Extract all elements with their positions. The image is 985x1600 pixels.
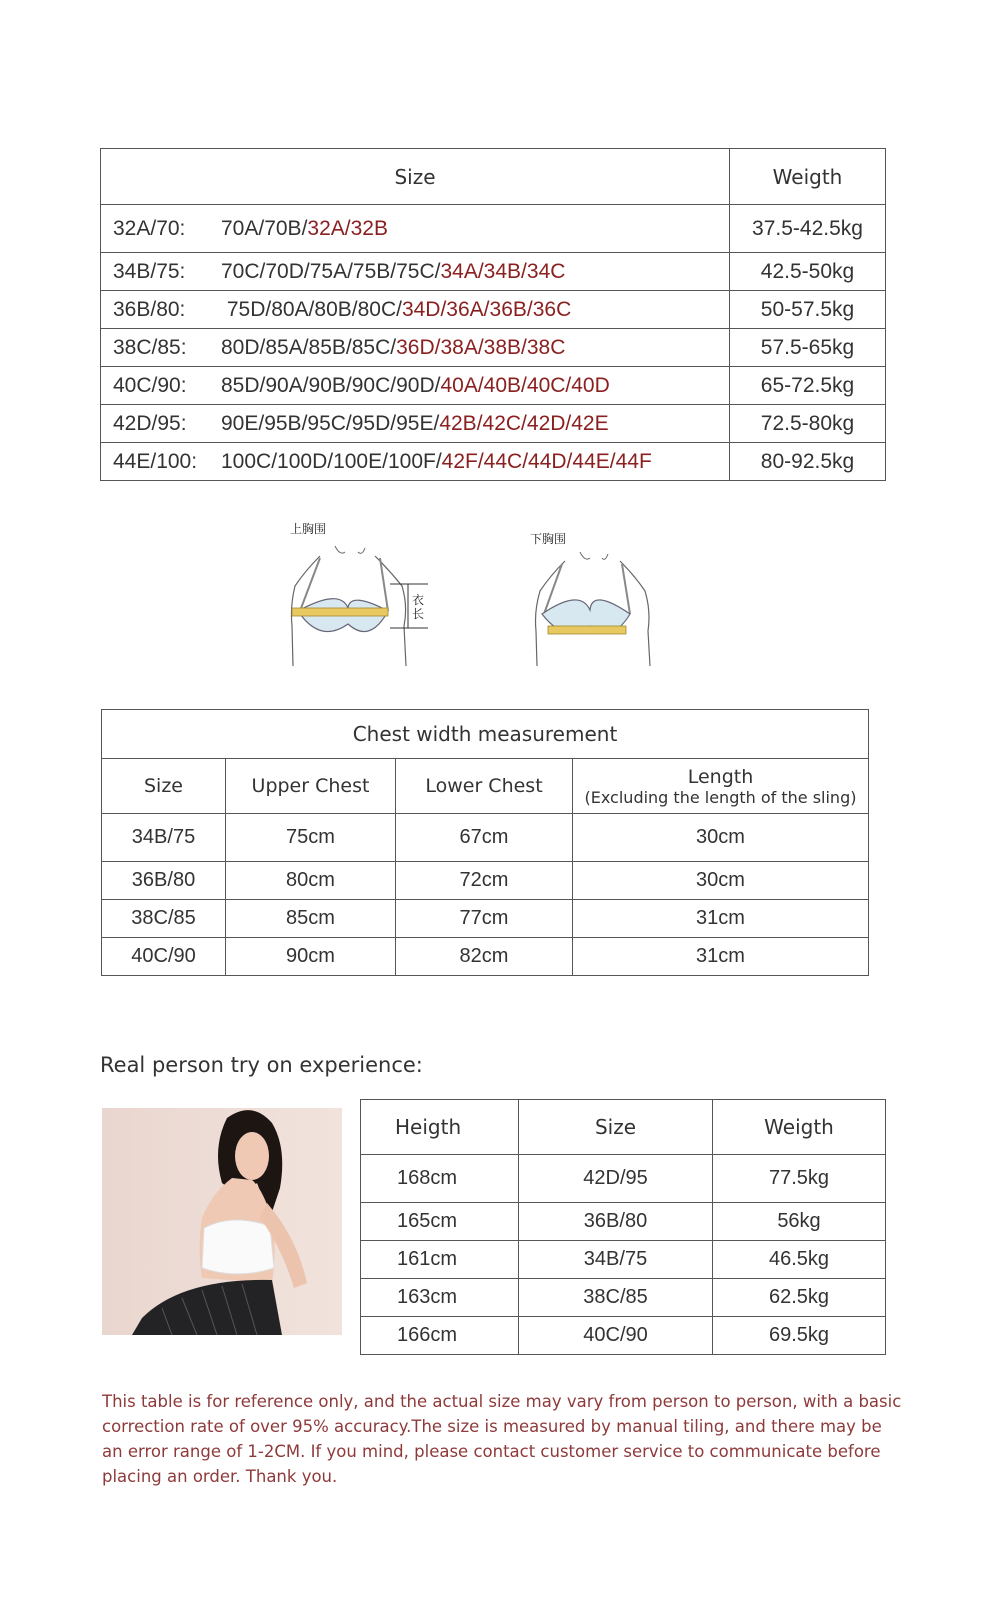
chest-size-cell: 38C/85 xyxy=(102,900,226,938)
chest-length-cell: 31cm xyxy=(573,938,869,976)
length-header-title: Length xyxy=(687,765,754,788)
tryon-title: Real person try on experience: xyxy=(100,1053,423,1077)
chest-table-caption: Chest width measurement xyxy=(102,710,869,759)
tryon-height-cell: 163cm xyxy=(361,1279,519,1317)
chest-upper-cell: 85cm xyxy=(226,900,396,938)
tryon-weight-cell: 56kg xyxy=(713,1203,886,1241)
chest-upper-cell: 75cm xyxy=(226,814,396,862)
size-header: Size xyxy=(101,149,730,205)
size-row xyxy=(101,329,886,367)
tryon-row xyxy=(361,1279,886,1317)
chest-length-cell: 30cm xyxy=(573,862,869,900)
size-equivalents-highlight: 36D/38A/38B/38C xyxy=(396,335,566,359)
lower-chest-figure xyxy=(520,526,670,676)
tryon-size-cell: 38C/85 xyxy=(519,1279,713,1317)
size-equivalents: 75D/80A/80B/80C/ xyxy=(221,297,402,321)
tryon-size-cell: 42D/95 xyxy=(519,1155,713,1203)
size-equivalents-highlight: 42B/42C/42D/42E xyxy=(439,411,609,435)
tryon-weight-header: Weigth xyxy=(713,1100,886,1155)
size-key: 32A/70: xyxy=(113,216,186,240)
size-cell xyxy=(101,205,730,253)
chest-size-cell: 34B/75 xyxy=(102,814,226,862)
weight-cell: 37.5-42.5kg xyxy=(730,205,886,253)
size-cell xyxy=(101,253,730,291)
length-header xyxy=(573,759,869,814)
chest-size-header: Size xyxy=(102,759,226,814)
size-row xyxy=(101,205,886,253)
tryon-size-cell: 36B/80 xyxy=(519,1203,713,1241)
tryon-size-cell: 40C/90 xyxy=(519,1317,713,1355)
chest-lower-cell: 72cm xyxy=(396,862,573,900)
disclaimer-note: This table is for reference only, and the actual size may vary from person to person, with a basic correction rate of over 95% accuracy.The size is measured by manual tiling, and there may be an error range of 1-2CM. If you mind, please contact customer service to communicate before placing an order. Thank you. xyxy=(102,1392,902,1486)
size-equivalents: 90E/95B/95C/95D/95E/ xyxy=(221,411,440,435)
tryon-row xyxy=(361,1317,886,1355)
size-cell xyxy=(101,443,730,481)
size-weight-table xyxy=(100,148,886,481)
chest-row xyxy=(102,862,869,900)
tryon-table xyxy=(360,1099,886,1355)
weight-cell: 80-92.5kg xyxy=(730,443,886,481)
weight-header: Weigth xyxy=(730,149,886,205)
size-table-header xyxy=(101,149,886,205)
size-equivalents-highlight: 34A/34B/34C xyxy=(440,259,566,283)
size-equivalents-highlight: 42F/44C/44D/44E/44F xyxy=(441,449,652,473)
tryon-height-cell: 166cm xyxy=(361,1317,519,1355)
size-key: 42D/95: xyxy=(113,411,187,435)
upper-chest-label: 上胸围 xyxy=(290,522,327,536)
tryon-weight-cell: 62.5kg xyxy=(713,1279,886,1317)
chest-lower-cell: 67cm xyxy=(396,814,573,862)
size-cell xyxy=(101,367,730,405)
size-equivalents-highlight: 32A/32B xyxy=(307,216,388,240)
size-row xyxy=(101,367,886,405)
tryon-height-cell: 165cm xyxy=(361,1203,519,1241)
weight-cell: 57.5-65kg xyxy=(730,329,886,367)
tryon-weight-cell: 46.5kg xyxy=(713,1241,886,1279)
tryon-weight-cell: 77.5kg xyxy=(713,1155,886,1203)
size-row xyxy=(101,443,886,481)
size-equivalents-highlight: 34D/36A/36B/36C xyxy=(401,297,572,321)
chest-upper-cell: 80cm xyxy=(226,862,396,900)
size-row xyxy=(101,405,886,443)
tryon-size-cell: 34B/75 xyxy=(519,1241,713,1279)
size-key: 34B/75: xyxy=(113,259,186,283)
chest-length-cell: 31cm xyxy=(573,900,869,938)
size-key: 44E/100: xyxy=(113,449,198,473)
height-header: Heigth xyxy=(361,1100,519,1155)
chest-row xyxy=(102,814,869,862)
tryon-size-header: Size xyxy=(519,1100,713,1155)
chest-lower-cell: 77cm xyxy=(396,900,573,938)
size-equivalents: 85D/90A/90B/90C/90D/ xyxy=(221,373,441,397)
chest-length-cell: 30cm xyxy=(573,814,869,862)
weight-cell: 72.5-80kg xyxy=(730,405,886,443)
chest-width-table xyxy=(101,709,869,976)
tryon-table-header xyxy=(361,1100,886,1155)
lower-chest-header: Lower Chest xyxy=(396,759,573,814)
size-equivalents: 80D/85A/85B/85C/ xyxy=(221,335,397,359)
length-label-2: 长 xyxy=(412,607,425,621)
weight-cell: 42.5-50kg xyxy=(730,253,886,291)
size-equivalents-highlight: 40A/40B/40C/40D xyxy=(440,373,610,397)
size-key: 38C/85: xyxy=(113,335,187,359)
size-equivalents: 100C/100D/100E/100F/ xyxy=(221,449,442,473)
chest-row xyxy=(102,900,869,938)
size-row xyxy=(101,253,886,291)
size-equivalents: 70A/70B/ xyxy=(221,216,308,240)
tryon-row xyxy=(361,1241,886,1279)
size-cell xyxy=(101,291,730,329)
upper-chest-diagram xyxy=(280,516,440,676)
chest-size-cell: 36B/80 xyxy=(102,862,226,900)
chest-lower-cell: 82cm xyxy=(396,938,573,976)
length-label-1: 衣 xyxy=(412,593,425,607)
size-cell xyxy=(101,329,730,367)
length-header-note: (Excluding the length of the sling) xyxy=(584,787,857,807)
upper-chest-header: Upper Chest xyxy=(226,759,396,814)
weight-cell: 65-72.5kg xyxy=(730,367,886,405)
tryon-row xyxy=(361,1203,886,1241)
lower-chest-diagram xyxy=(520,526,670,676)
tryon-weight-cell: 69.5kg xyxy=(713,1317,886,1355)
chest-size-cell: 40C/90 xyxy=(102,938,226,976)
chest-upper-cell: 90cm xyxy=(226,938,396,976)
tryon-height-cell: 161cm xyxy=(361,1241,519,1279)
upper-chest-figure xyxy=(280,516,440,676)
chest-row xyxy=(102,938,869,976)
size-equivalents: 70C/70D/75A/75B/75C/ xyxy=(221,259,441,283)
weight-cell: 50-57.5kg xyxy=(730,291,886,329)
model-photo xyxy=(102,1108,342,1335)
size-row xyxy=(101,291,886,329)
size-key: 40C/90: xyxy=(113,373,187,397)
tryon-row xyxy=(361,1155,886,1203)
lower-chest-label: 下胸围 xyxy=(530,532,567,546)
size-cell xyxy=(101,405,730,443)
size-key: 36B/80: xyxy=(113,297,186,321)
chest-table-header xyxy=(102,759,869,814)
tryon-height-cell: 168cm xyxy=(361,1155,519,1203)
